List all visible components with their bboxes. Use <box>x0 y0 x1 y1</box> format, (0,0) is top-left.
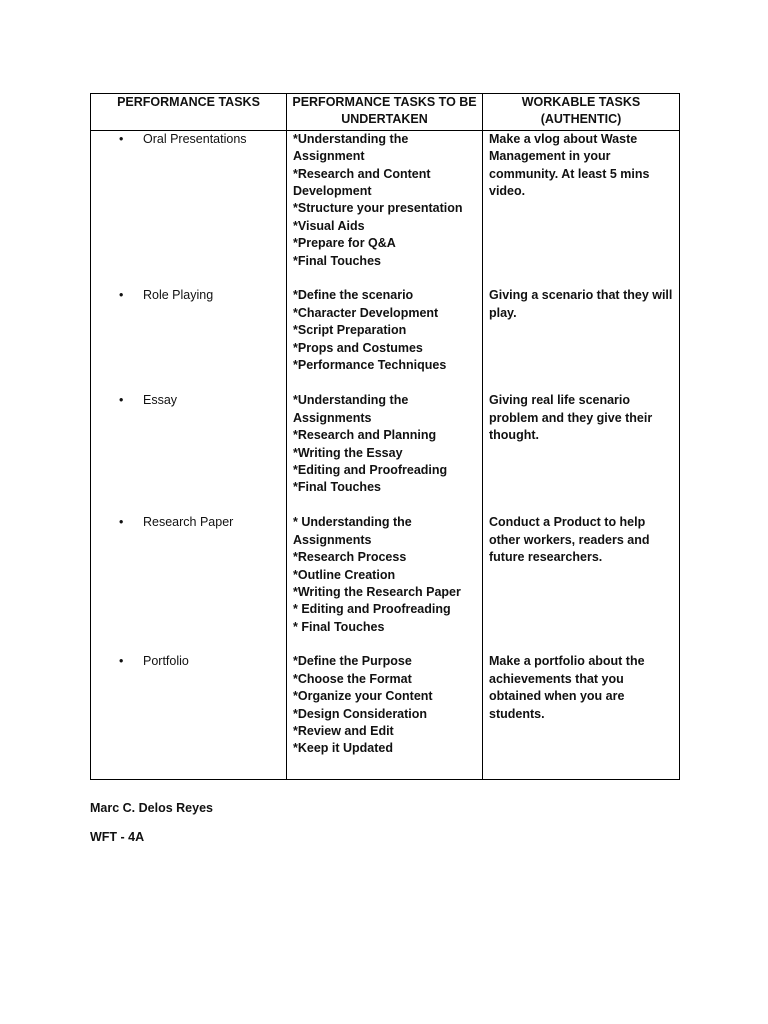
step-line: *Final Touches <box>293 253 381 268</box>
steps-cell <box>287 514 483 653</box>
step-line: Assignments <box>293 532 372 547</box>
task-label: Oral Presentations <box>143 131 247 146</box>
step-line: *Keep it Updated <box>293 741 394 756</box>
table-row <box>91 392 680 514</box>
header-workable-tasks: WORKABLE TASKS (AUTHENTIC) <box>483 94 680 131</box>
step-line: *Define the scenario <box>293 288 414 303</box>
step-line: *Research Process <box>293 550 407 565</box>
steps-list <box>287 131 482 270</box>
bullet-icon: • <box>119 515 124 530</box>
task-cell <box>91 130 287 287</box>
step-line: *Understanding the <box>293 393 409 408</box>
table-row <box>91 514 680 653</box>
steps-list <box>287 287 482 374</box>
step-line: *Writing the Research Paper <box>293 584 461 599</box>
bullet-icon: • <box>119 393 124 408</box>
steps-cell <box>287 653 483 779</box>
steps-list <box>287 514 482 636</box>
step-line: *Choose the Format <box>293 671 412 686</box>
bullet-icon: • <box>119 654 124 669</box>
author-name: Marc C. Delos Reyes <box>90 801 213 815</box>
step-line: *Performance Techniques <box>293 357 447 372</box>
workable-task-text: Make a portfolio about the achievements that you obtained when you are students. <box>489 654 645 721</box>
header-performance-tasks: PERFORMANCE TASKS <box>91 94 287 131</box>
task-cell <box>91 392 287 514</box>
task-item <box>91 653 286 670</box>
steps-cell <box>287 130 483 287</box>
workable-task-text: Giving real life scenario problem and they give their thought. <box>489 393 653 443</box>
steps-cell <box>287 287 483 392</box>
step-line: *Review and Edit <box>293 723 394 738</box>
table-row <box>91 130 680 287</box>
task-label: Essay <box>143 393 178 408</box>
task-label: Portfolio <box>143 654 189 669</box>
task-label: Research Paper <box>143 515 234 530</box>
steps-list <box>287 653 482 757</box>
step-line: *Design Consideration <box>293 706 428 721</box>
step-line: *Editing and Proofreading <box>293 462 448 477</box>
table-body <box>91 130 680 779</box>
step-line: Development <box>293 184 372 199</box>
task-cell <box>91 514 287 653</box>
task-item <box>91 392 286 409</box>
step-line: *Script Preparation <box>293 323 407 338</box>
step-line: *Writing the Essay <box>293 445 403 460</box>
performance-tasks-table <box>90 93 680 780</box>
workable-task-text: Giving a scenario that they will play. <box>489 288 673 320</box>
step-line: *Structure your presentation <box>293 201 463 216</box>
workable-cell <box>483 653 680 779</box>
task-label: Role Playing <box>143 288 214 303</box>
step-line: Assignments <box>293 410 372 425</box>
table-row <box>91 287 680 392</box>
steps-cell <box>287 392 483 514</box>
step-line: *Research and Content <box>293 166 431 181</box>
workable-task-text: Conduct a Product to help other workers, readers and future researchers. <box>489 515 650 565</box>
step-line: *Props and Costumes <box>293 340 423 355</box>
bullet-icon: • <box>119 288 124 303</box>
workable-cell <box>483 130 680 287</box>
step-line: *Visual Aids <box>293 218 365 233</box>
workable-cell <box>483 514 680 653</box>
task-cell <box>91 653 287 779</box>
task-item <box>91 287 286 304</box>
step-line: * Final Touches <box>293 619 385 634</box>
task-item <box>91 514 286 531</box>
step-line: *Understanding the <box>293 131 409 146</box>
step-line: *Prepare for Q&A <box>293 236 396 251</box>
step-line: * Understanding the <box>293 515 412 530</box>
workable-cell <box>483 392 680 514</box>
workable-cell <box>483 287 680 392</box>
bullet-icon: • <box>119 131 124 146</box>
header-tasks-undertaken: PERFORMANCE TASKS TO BE UNDERTAKEN <box>287 94 483 131</box>
workable-task-text: Make a vlog about Waste Management in your community. At least 5 mins video. <box>489 131 650 199</box>
step-line: *Research and Planning <box>293 428 437 443</box>
table-header-row <box>91 94 680 131</box>
task-cell <box>91 287 287 392</box>
steps-list <box>287 392 482 496</box>
step-line: * Editing and Proofreading <box>293 602 451 617</box>
step-line: *Character Development <box>293 305 439 320</box>
step-line: *Outline Creation <box>293 567 396 582</box>
author-section: WFT - 4A <box>90 830 145 844</box>
task-item <box>91 131 286 148</box>
step-line: *Define the Purpose <box>293 654 412 669</box>
step-line: *Final Touches <box>293 480 381 495</box>
table-row <box>91 653 680 779</box>
step-line: Assignment <box>293 149 365 164</box>
step-line: *Organize your Content <box>293 689 433 704</box>
